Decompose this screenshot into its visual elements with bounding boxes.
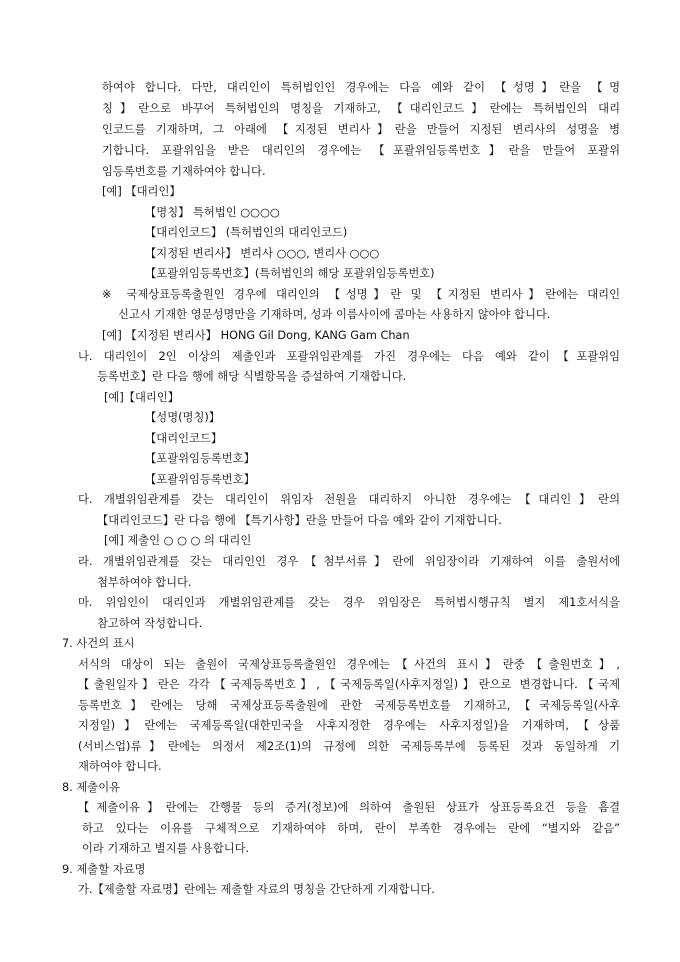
example-label: [예] 제출인 ○ ○ ○ 의 대리인 [104, 534, 252, 547]
example-line: 【포괄위임등록번호】 [145, 452, 255, 465]
example-line: 【지정된 변리사】 변리사 ○○○, 변리사 ○○○ [145, 247, 380, 260]
item-line: 마. 위임인이 대리인과 개별위임관계를 갖는 경우 위임장은 특허법시행규칙 별지 제1호서식을 [78, 596, 620, 609]
note-line: ※ 국제상표등록출원인 경우에 대리인의 【성명】란 및 【지정된 변리사】란에는 대리인 [102, 288, 620, 301]
text-line: 임등록번호를 기재하여야 합니다. [102, 165, 266, 178]
paragraph-line: (서비스업)류】란에는 의정서 제2조(1)의 규정에 의한 국제등록부에 등록된 것과 동일하게 기 [78, 740, 620, 753]
section-heading: 7. 사건의 표시 [62, 637, 135, 650]
paragraph-line: 지정일)】란에는 국제등록일(대한민국을 사후지정한 경우에는 사후지정일)을 기재하며,【상품 [78, 719, 620, 732]
text-line: 칭】란으로 바꾸어 특허법인의 명칭을 기재하고, 【대리인코드】란에는 특허법인의 대리 [102, 102, 620, 115]
example-line: 【대리인코드】 (특허법인의 대리인코드) [145, 226, 348, 239]
item-line: 다. 개별위임관계를 갖는 대리인이 위임자 전원을 대리하지 아니한 경우에는【대리인】란의 [78, 493, 620, 506]
example-label: [예]【대리인】 [104, 391, 180, 404]
text-line: 하여야 합니다. 다만, 대리인이 특허법인인 경우에는 다음 예와 같이 【성명】란을 【명 [102, 81, 620, 94]
example-line: 【성명(명칭)】 [145, 411, 221, 424]
paragraph-line: 【제출이유】란에는 간행물 등의 증거(정보)에 의하여 출원된 상표가 상표등록요건 등을 흠결 [78, 801, 620, 814]
item-line: 나. 대리인이 2인 이상의 제출인과 포괄위임관계를 가진 경우에는 다음 예와 같이【포괄위임 [78, 350, 620, 363]
item-line: 【대리인코드】란 다음 행에 【특기사항】란을 만들어 다음 예와 같이 기재합니다. [97, 514, 502, 527]
paragraph-line: 하고 있다는 이유를 구체적으로 기재하여야 하며, 란이 부족한 경우에는 란에 “별지와 같음” [82, 822, 620, 835]
paragraph-line: 서식의 대상이 되는 출원이 국제상표등록출원인 경우에는【사건의 표시】란중【출원번호】, [78, 658, 620, 671]
note-line: 신고시 기재한 영문성명만을 기재하며, 성과 이름사이에 콤마는 사용하지 않아야 합니다. [118, 308, 551, 321]
item-line: 첨부하여야 합니다. [97, 576, 192, 589]
item-line: 참고하여 작성합니다. [97, 617, 203, 630]
text-line: 기합니다. 포괄위임을 받은 대리인의 경우에는 【포괄위임등록번호】란을 만들어 포괄위 [102, 144, 620, 157]
example-label: [예] 【지정된 변리사】 HONG Gil Dong, KANG Gam Chan [102, 329, 410, 342]
example-label: [예] 【대리인】 [102, 185, 181, 198]
example-line: 【포괄위임등록번호】(특허법인의 해당 포괄위임등록번호) [145, 267, 435, 280]
text-line: 인코드를 기재하며, 그 아래에 【지정된 변리사】란을 만들어 지정된 변리사의 성명을 병 [102, 123, 620, 136]
paragraph-line: 이라 기재하고 별지를 사용합니다. [82, 842, 250, 855]
item-line: 라. 개별위임관계를 갖는 대리인인 경우【첨부서류】란에 위임장이라 기재하여 이를 출원서에 [78, 555, 620, 568]
example-line: 【포괄위임등록번호】 [145, 473, 255, 486]
example-line: 【대리인코드】 [145, 432, 223, 445]
example-line: 【명칭】 특허법인 ○○○○ [145, 206, 280, 219]
item-line: 가.【제출할 자료명】란에는 제출할 자료의 명칭을 간단하게 기재합니다. [78, 883, 435, 896]
section-heading: 8. 제출이유 [62, 781, 121, 794]
paragraph-line: 재하여야 합니다. [78, 760, 162, 773]
item-line: 등록번호】란 다음 행에 해당 식별항목을 증설하여 기재합니다. [97, 370, 407, 383]
section-heading: 9. 제출할 자료명 [62, 863, 146, 876]
paragraph-line: 【출원일자】란은 각각【국제등록번호】,【국제등록일(사후지정일)】란으로 변경합니다.【국제 [78, 678, 620, 691]
paragraph-line: 등록번호】란에는 당해 국제상표등록출원에 관한 국제등록번호를 기재하고,【국제등록일(사후 [78, 699, 620, 712]
